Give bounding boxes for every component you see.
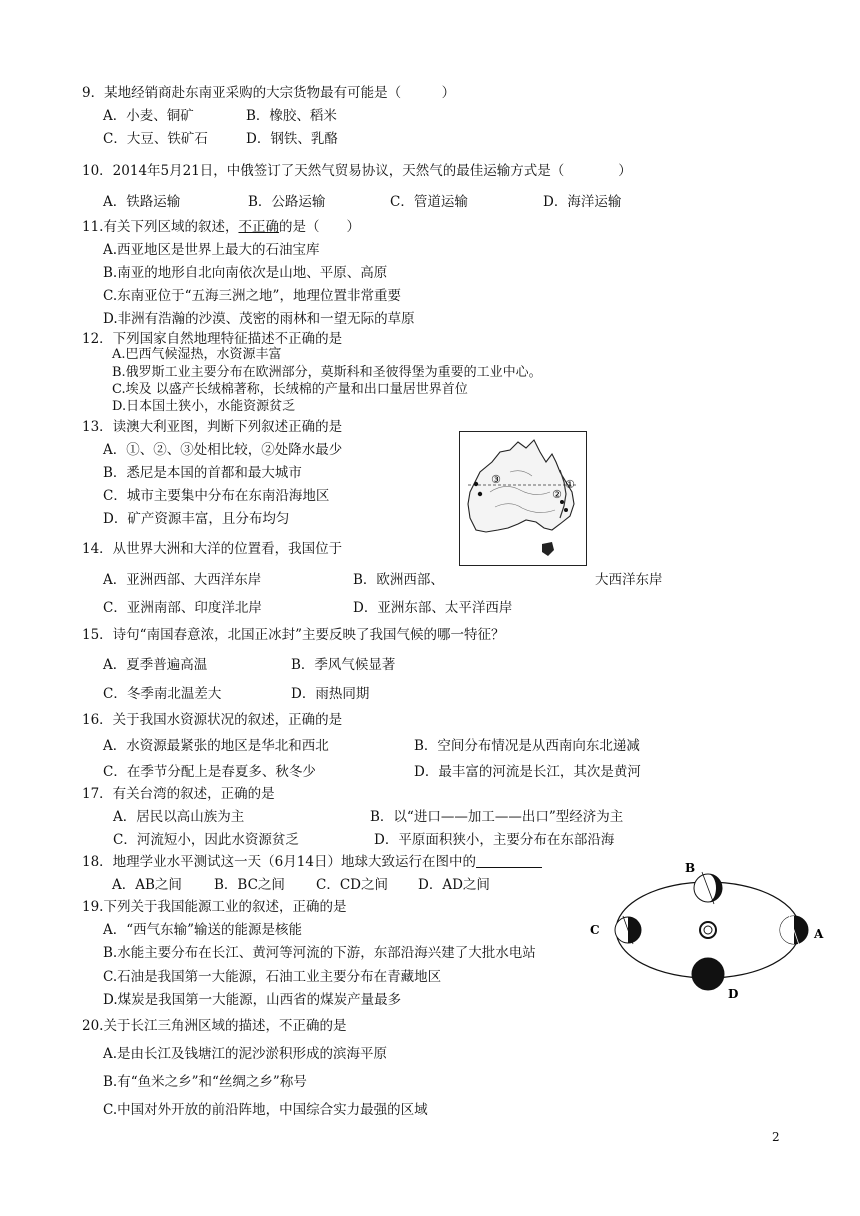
- q12-option-a: A.巴西气候湿热，水资源丰富: [112, 347, 282, 362]
- q14-option-b: B．欧洲西部、: [353, 572, 444, 588]
- q16-option-b: B．空间分布情况是从西南向东北递减: [414, 738, 640, 754]
- q10-option-d: D．海洋运输: [543, 194, 622, 210]
- q9-stem: 9．某地经销商赴东南亚采购的大宗货物最有可能是（ ）: [82, 85, 456, 101]
- q9-option-b: B．橡胶、稻米: [246, 108, 337, 124]
- q16-option-d: D．最丰富的河流是长江，其次是黄河: [414, 764, 641, 780]
- orbit-label-b: B: [685, 861, 696, 875]
- q19-option-a: A．“西气东输”输送的能源是核能: [103, 922, 303, 938]
- map-label-3: ③: [491, 473, 501, 486]
- orbit-label-c: C: [590, 923, 600, 937]
- q16-option-c: C．在季节分配上是春夏多、秋冬少: [103, 764, 316, 780]
- q15-option-c: C．冬季南北温差大: [103, 686, 222, 702]
- q13-option-b: B．悉尼是本国的首都和最大城市: [103, 465, 302, 481]
- q18-stem: [82, 853, 542, 871]
- q19-option-c: C.石油是我国第一大能源，石油工业主要分布在青藏地区: [103, 969, 442, 985]
- q15-option-b: B．季风气候显著: [291, 657, 396, 673]
- q16-stem: 16．关于我国水资源状况的叙述，正确的是: [82, 712, 343, 728]
- q11-stem-pre: 11.有关下列区域的叙述，: [82, 219, 239, 235]
- q20-option-a: A.是由长江及钱塘江的泥沙淤积形成的滨海平原: [103, 1046, 388, 1062]
- q10-stem: 10．2014年5月21日，中俄签订了天然气贸易协议，天然气的最佳运输方式是（ ）: [82, 163, 632, 179]
- q19-option-b: B.水能主要分布在长江、黄河等河流的下游，东部沿海兴建了大批水电站: [103, 945, 536, 961]
- q18-option-a: A．AB之间: [112, 877, 182, 893]
- q14-option-d: D．亚洲东部、太平洋西岸: [353, 600, 513, 616]
- q11-option-b: B.南亚的地形自北向南依次是山地、平原、高原: [103, 265, 388, 281]
- q18-answer-blank[interactable]: [476, 853, 542, 868]
- q15-option-d: D．雨热同期: [291, 686, 370, 702]
- q16-option-a: A．水资源最紧张的地区是华北和西北: [103, 738, 329, 754]
- australia-map-drawing: [460, 432, 586, 565]
- q9-option-c: C．大豆、铁矿石: [103, 131, 208, 147]
- q14-stem: 14．从世界大洲和大洋的位置看，我国位于: [82, 541, 343, 557]
- q18-stem-text: 18．地理学业水平测试这一天（6月14日）地球大致运行在图中的: [82, 854, 476, 870]
- q17-option-a: A．居民以高山族为主: [113, 809, 245, 825]
- q9-option-d: D．钢铁、乳酪: [246, 131, 338, 147]
- q19-stem: 19.下列关于我国能源工业的叙述，正确的是: [82, 899, 347, 915]
- q13-option-a: A．①、②、③处相比较，②处降水最少: [103, 442, 343, 458]
- q13-option-c: C．城市主要集中分布在东南沿海地区: [103, 488, 330, 504]
- q19-option-d: D.煤炭是我国第一大能源，山西省的煤炭产量最多: [103, 992, 402, 1008]
- q11-stem-underlined: 不正确: [238, 219, 279, 235]
- q11-option-d: D.非洲有浩瀚的沙漠、茂密的雨林和一望无际的草原: [103, 311, 415, 327]
- q15-stem: 15．诗句“南国春意浓，北国正冰封”主要反映了我国气候的哪一特征？: [82, 627, 505, 643]
- map-label-2: ②: [552, 488, 562, 501]
- q13-option-d: D．矿产资源丰富，且分布均匀: [103, 511, 290, 527]
- q14-option-c: C．亚洲南部、印度洋北岸: [103, 600, 262, 616]
- q9-option-a: A．小麦、铜矿: [103, 108, 194, 124]
- q17-stem: 17．有关台湾的叙述，正确的是: [82, 786, 275, 802]
- q14-option-b-cont: 大西洋东岸: [595, 572, 663, 588]
- orbit-label-a: A: [814, 927, 824, 941]
- q18-option-b: B．BC之间: [214, 877, 285, 893]
- q12-option-d: D.日本国土狭小，水能资源贫乏: [112, 399, 296, 414]
- q12-option-b: B.俄罗斯工业主要分布在欧洲部分，莫斯科和圣彼得堡为重要的工业中心。: [112, 365, 542, 380]
- australia-map: [459, 431, 587, 566]
- q12-option-c: C.埃及 以盛产长绒棉著称，长绒棉的产量和出口量居世界首位: [112, 382, 468, 397]
- q11-stem-post: 的是（ ）: [278, 219, 360, 235]
- q15-option-a: A．夏季普遍高温: [103, 657, 208, 673]
- q10-option-a: A．铁路运输: [103, 194, 181, 210]
- q12-stem: 12．下列国家自然地理特征描述不正确的是: [82, 331, 343, 347]
- q20-option-b: B.有“鱼米之乡”和“丝绸之乡”称号: [103, 1074, 307, 1090]
- map-label-1: ①: [565, 478, 575, 491]
- page-number: 2: [772, 1130, 780, 1144]
- q18-option-d: D．AD之间: [418, 877, 490, 893]
- q11-stem: [82, 218, 360, 236]
- q10-option-b: B．公路运输: [248, 194, 326, 210]
- q10-option-c: C．管道运输: [390, 194, 468, 210]
- q17-option-b: B．以“进口——加工——出口”型经济为主: [370, 809, 624, 825]
- orbit-label-d: D: [728, 987, 739, 1001]
- q13-stem: 13．读澳大利亚图，判断下列叙述正确的是: [82, 419, 343, 435]
- earth-orbit-diagram: [588, 858, 828, 1003]
- q14-option-a: A．亚洲西部、大西洋东岸: [103, 572, 262, 588]
- earth-orbit-drawing: [588, 858, 828, 1003]
- q11-option-c: C.东南亚位于“五海三洲之地”，地理位置非常重要: [103, 288, 401, 304]
- q18-option-c: C．CD之间: [316, 877, 388, 893]
- q20-option-c: C.中国对外开放的前沿阵地，中国综合实力最强的区域: [103, 1102, 428, 1118]
- q17-option-c: C．河流短小，因此水资源贫乏: [113, 832, 299, 848]
- q20-stem: 20.关于长江三角洲区域的描述，不正确的是: [82, 1018, 347, 1034]
- q11-option-a: A.西亚地区是世界上最大的石油宝库: [103, 242, 320, 258]
- q17-option-d: D．平原面积狭小，主要分布在东部沿海: [374, 832, 615, 848]
